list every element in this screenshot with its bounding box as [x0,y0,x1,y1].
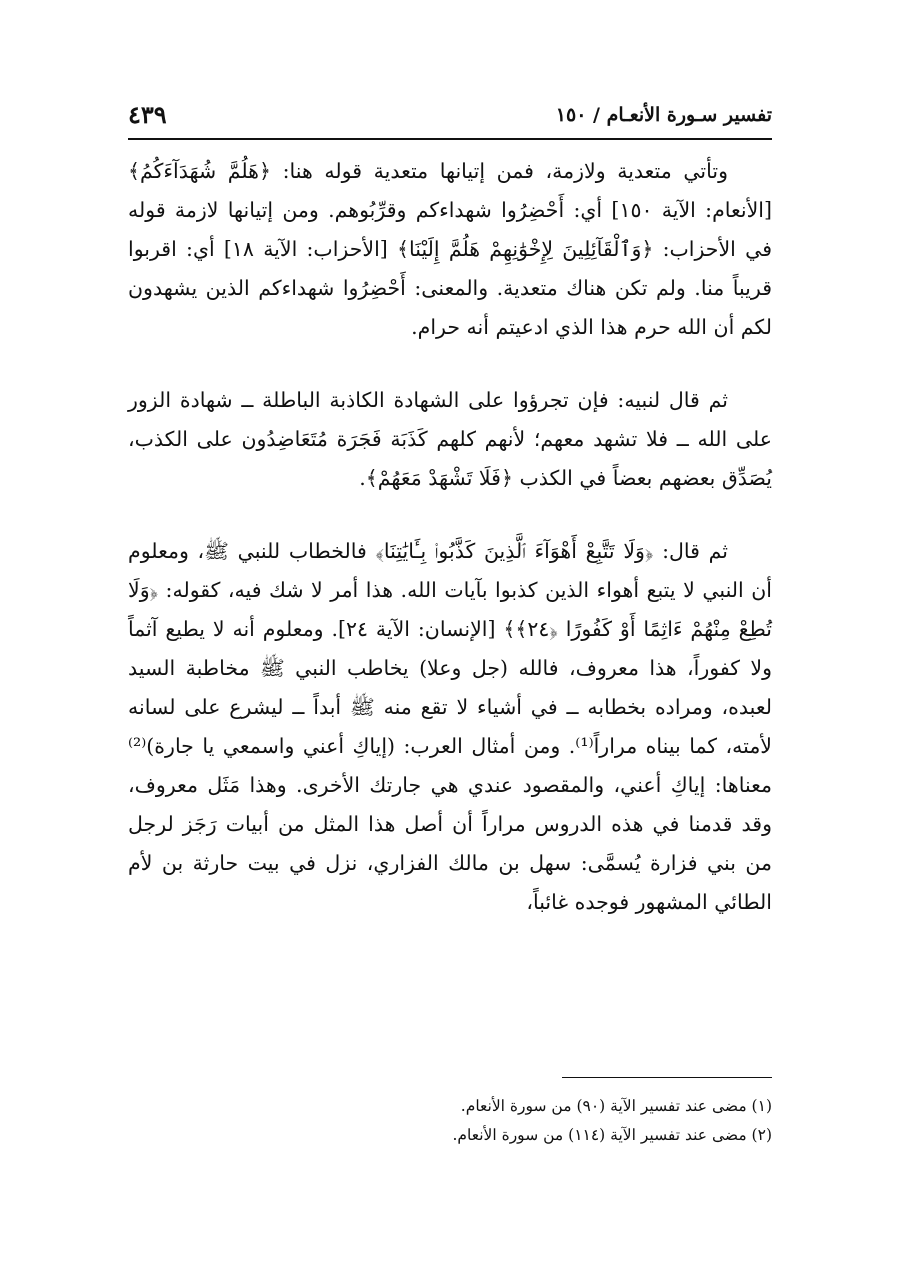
book-page [128,100,772,1220]
page-number: ٤٣٩ [128,100,167,129]
paragraph-1: وتأتي متعدية ولازمة، فمن إتيانها متعدية قوله هنا: ﴿هَلُمَّ شُهَدَآءَكُمُ﴾ [الأنعام: الآية ١٥٠] أي: أَحْضِرُوا شهداءكم وقرِّبُوهم. ومن إتيانها لازمة قوله في الأحزاب: ﴿وَٱلْقَآئِلِينَ لِإِخْوَٰنِهِمْ هَلُمَّ إِلَيْنَا﴾ [الأحزاب: الآية ١٨] أي: اقربوا قريباً منا. ولم تكن هناك متعدية. والمعنى: أَحْضِرُوا شهداءكم الذين يشهدون لكم أن الله حرم هذا الذي ادعيتم أنه حرام. [128,159,772,339]
paragraph-2: ثم قال لنبيه: فإن تجرؤوا على الشهادة الكاذبة الباطلة ــ شهادة الزور على الله ــ فلا تشهد معهم؛ لأنهم كلهم كَذَبَة فَجَرَة مُتَعَاضِدُون على الكذب، يُصَدِّق بعضهم بعضاً في الكذب ﴿فَلَا تَشْهَدْ مَعَهُمْ﴾. [128,388,772,490]
footnote-1: (١) مضى عند تفسير الآية (٩٠) من سورة الأنعام. [460,1097,772,1115]
footnote-2: (٢) مضى عند تفسير الآية (١١٤) من سورة الأنعام. [452,1126,772,1144]
footnotes [128,1092,772,1150]
running-header [128,100,772,140]
running-title: تفسير سـورة الأنعـام / ١٥٠ [555,104,772,126]
paragraph-3: ثم قال: ﴿وَلَا تَتَّبِعْ أَهْوَآءَ ٱلَّذِينَ كَذَّبُوا۟ بِـَٔايَٰتِنَا﴾ فالخطاب للنبي ﷺ، ومعلوم أن النبي لا يتبع أهواء الذين كذبوا بآيات الله. هذا أمر لا شك فيه، كقوله: ﴿وَلَا تُطِعْ مِنْهُمْ ءَاثِمًا أَوْ كَفُورًا ﴿٢٤﴾﴾ [الإنسان: الآية ٢٤]. ومعلوم أنه لا يطيع آثماً ولا كفوراً، هذا معروف، فالله (جل وعلا) يخاطب النبي ﷺ مخاطبة السيد لعبده، ومراده بخطابه ــ في أشياء لا تقع منه ﷺ أبداً ــ ليشرع على لسانه لأمته، كما بيناه مراراً⁽¹⁾. ومن أمثال العرب: (إياكِ أعني واسمعي يا جارة)⁽²⁾ معناها: إياكِ أعني، والمقصود عندي هي جارتك الأخرى. وهذا مَثَل معروف، وقد قدمنا في هذه الدروس مراراً أن أصل هذا المثل من أبيات رَجَز لرجل من بني فزارة يُسمَّى: سهل بن مالك الفزاري، نزل في بيت حارثة بن لأم الطائي المشهور فوجده غائباً، [128,539,772,914]
footnote-separator [562,1077,772,1078]
main-text [128,152,772,922]
